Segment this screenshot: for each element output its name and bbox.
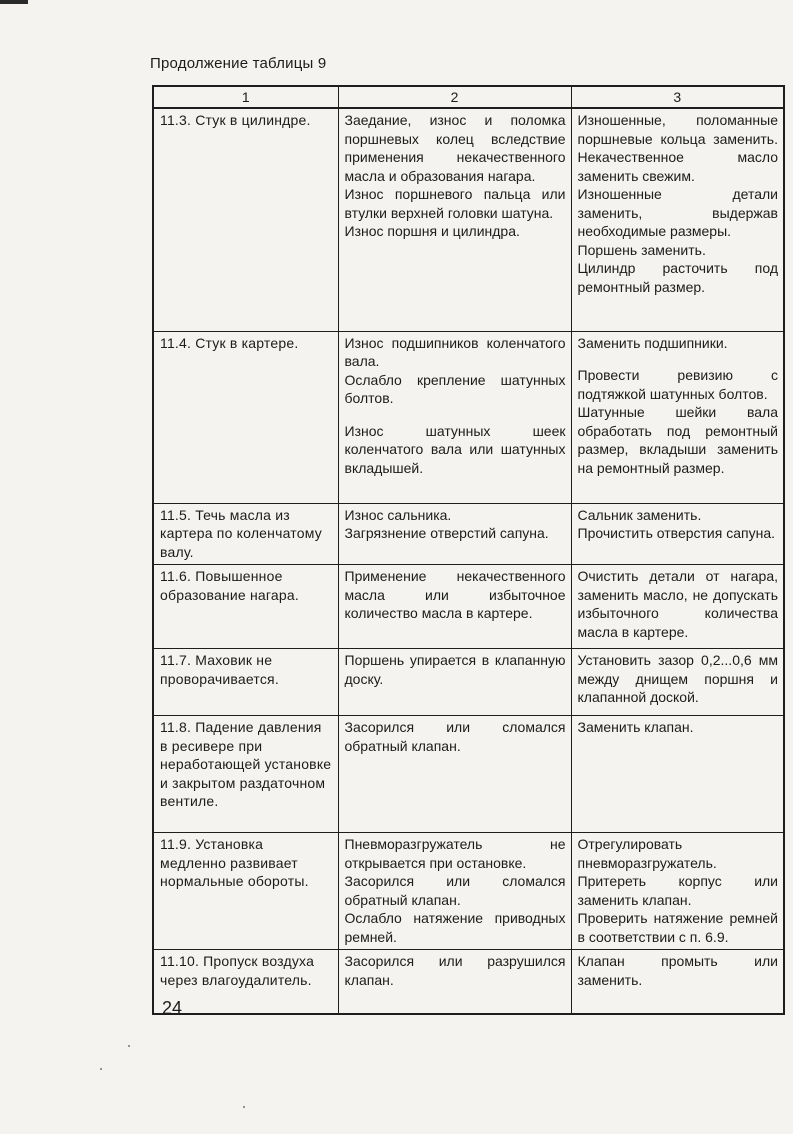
remedy-text: Установить зазор 0,2...0,6 мм между днищем поршня и клапанной доской. [577, 652, 778, 705]
fault-cell: 11.5. Течь масла из картера по коленчатому валу. [153, 503, 338, 565]
scan-speck [100, 1068, 102, 1070]
table-row [153, 331, 784, 503]
cause-cell [338, 503, 571, 565]
fault-cell: 11.6. Повышенное образование нагара. [153, 565, 338, 649]
cause-text: Пневморазгружатель не открывается при остановке. [344, 836, 566, 871]
remedy-cell [571, 331, 784, 503]
cause-text: Износ поршневого пальца или втулки верхней головки шатуна. [344, 186, 566, 221]
remedy-text: Притереть корпус или заменить клапан. [577, 873, 778, 908]
scan-speck [243, 1106, 245, 1108]
cause-cell [338, 108, 571, 331]
troubleshooting-table [152, 85, 785, 1015]
remedy-text: Изношенные детали заменить, выдержав необходимые размеры. [577, 186, 778, 239]
cause-text: Засорился или сломался обратный клапан. [344, 719, 566, 754]
table-header-row [153, 86, 784, 108]
fault-cell: 11.10. Пропуск воздуха через влагоудалитель. [153, 950, 338, 1014]
table-row [153, 108, 784, 331]
table-row [153, 649, 784, 716]
cause-text: Износ сальника. [344, 506, 452, 523]
cause-text: Применение некачественного масла или избыточное количество масла в картере. [344, 568, 566, 621]
remedy-text: Проверить натяжение ремней в соответствии с п. 6.9. [577, 910, 778, 945]
remedy-text: Поршень заменить. [577, 241, 706, 258]
cause-cell [338, 565, 571, 649]
remedy-cell [571, 833, 784, 950]
column-header-3: 3 [571, 86, 784, 108]
table-row [153, 950, 784, 1014]
table-row [153, 503, 784, 565]
cause-cell [338, 331, 571, 503]
table-caption: Продолжение таблицы 9 [150, 55, 327, 72]
remedy-text: Шатунные шейки вала обработать под ремонтный размер, вкладыши заменить на ремонтный размер. [577, 404, 778, 476]
remedy-text: Клапан промыть или заменить. [577, 953, 778, 988]
cause-text: Ослабло крепление шатунных болтов. [344, 371, 566, 406]
remedy-text: Изношенные, поломанные поршневые кольца заменить. Некачественное масло заменить свежим. [577, 112, 778, 184]
remedy-cell [571, 716, 784, 833]
cause-text: Износ подшипников коленчатого вала. [344, 334, 566, 369]
remedy-text: Провести ревизию с подтяжкой шатунных болтов. [577, 367, 778, 402]
remedy-text: Прочистить отверстия сапуна. [577, 525, 775, 541]
remedy-text: Цилиндр расточить под ремонтный размер. [577, 260, 778, 295]
cause-text: Засорился или разрушился клапан. [344, 953, 566, 988]
remedy-text: Очистить детали от нагара, заменить масло, не допускать избыточного количества масла в картере. [577, 568, 778, 640]
table-row [153, 565, 784, 649]
cause-cell [338, 649, 571, 716]
remedy-text: Сальник заменить. [577, 506, 702, 523]
scan-speck [128, 1045, 130, 1047]
remedy-text: Заменить клапан. [577, 719, 694, 735]
cause-text: Износ шатунных шеек коленчатого вала или шатунных вкладышей. [344, 422, 566, 476]
remedy-cell [571, 503, 784, 565]
cause-cell [338, 716, 571, 833]
column-header-2: 2 [338, 86, 571, 108]
page-number: 24 [162, 998, 183, 1018]
cause-text: Засорился или сломался обратный клапан. [344, 873, 566, 908]
remedy-cell [571, 108, 784, 331]
cause-text: Ослабло натяжение приводных ремней. [344, 910, 566, 945]
fault-cell: 11.9. Установка медленно развивает нормальные обороты. [153, 833, 338, 950]
remedy-cell [571, 649, 784, 716]
fault-cell: 11.8. Падение давления в ресивере при неработающей установке и закрытом раздаточном вентиле. [153, 716, 338, 833]
cause-text: Износ поршня и цилиндра. [344, 223, 520, 239]
cause-cell [338, 833, 571, 950]
cause-text: Заедание, износ и поломка поршневых колец вследствие применения некачественного масла и образования нагара. [344, 112, 566, 184]
fault-cell: 11.7. Маховик не проворачивается. [153, 649, 338, 716]
cause-cell [338, 950, 571, 1014]
fault-cell: 11.4. Стук в картере. [153, 331, 338, 503]
cause-text: Поршень упирается в клапанную доску. [344, 652, 566, 687]
cause-text: Загрязнение отверстий сапуна. [344, 525, 549, 541]
table-row [153, 716, 784, 833]
column-header-1: 1 [153, 86, 338, 108]
remedy-text: Заменить подшипники. [577, 334, 728, 351]
remedy-text: Отрегулировать пневморазгружатель. [577, 836, 717, 871]
fault-cell: 11.3. Стук в цилиндре. [153, 108, 338, 331]
table-row [153, 833, 784, 950]
remedy-cell [571, 950, 784, 1014]
scan-corner-mark [0, 0, 28, 4]
remedy-cell [571, 565, 784, 649]
